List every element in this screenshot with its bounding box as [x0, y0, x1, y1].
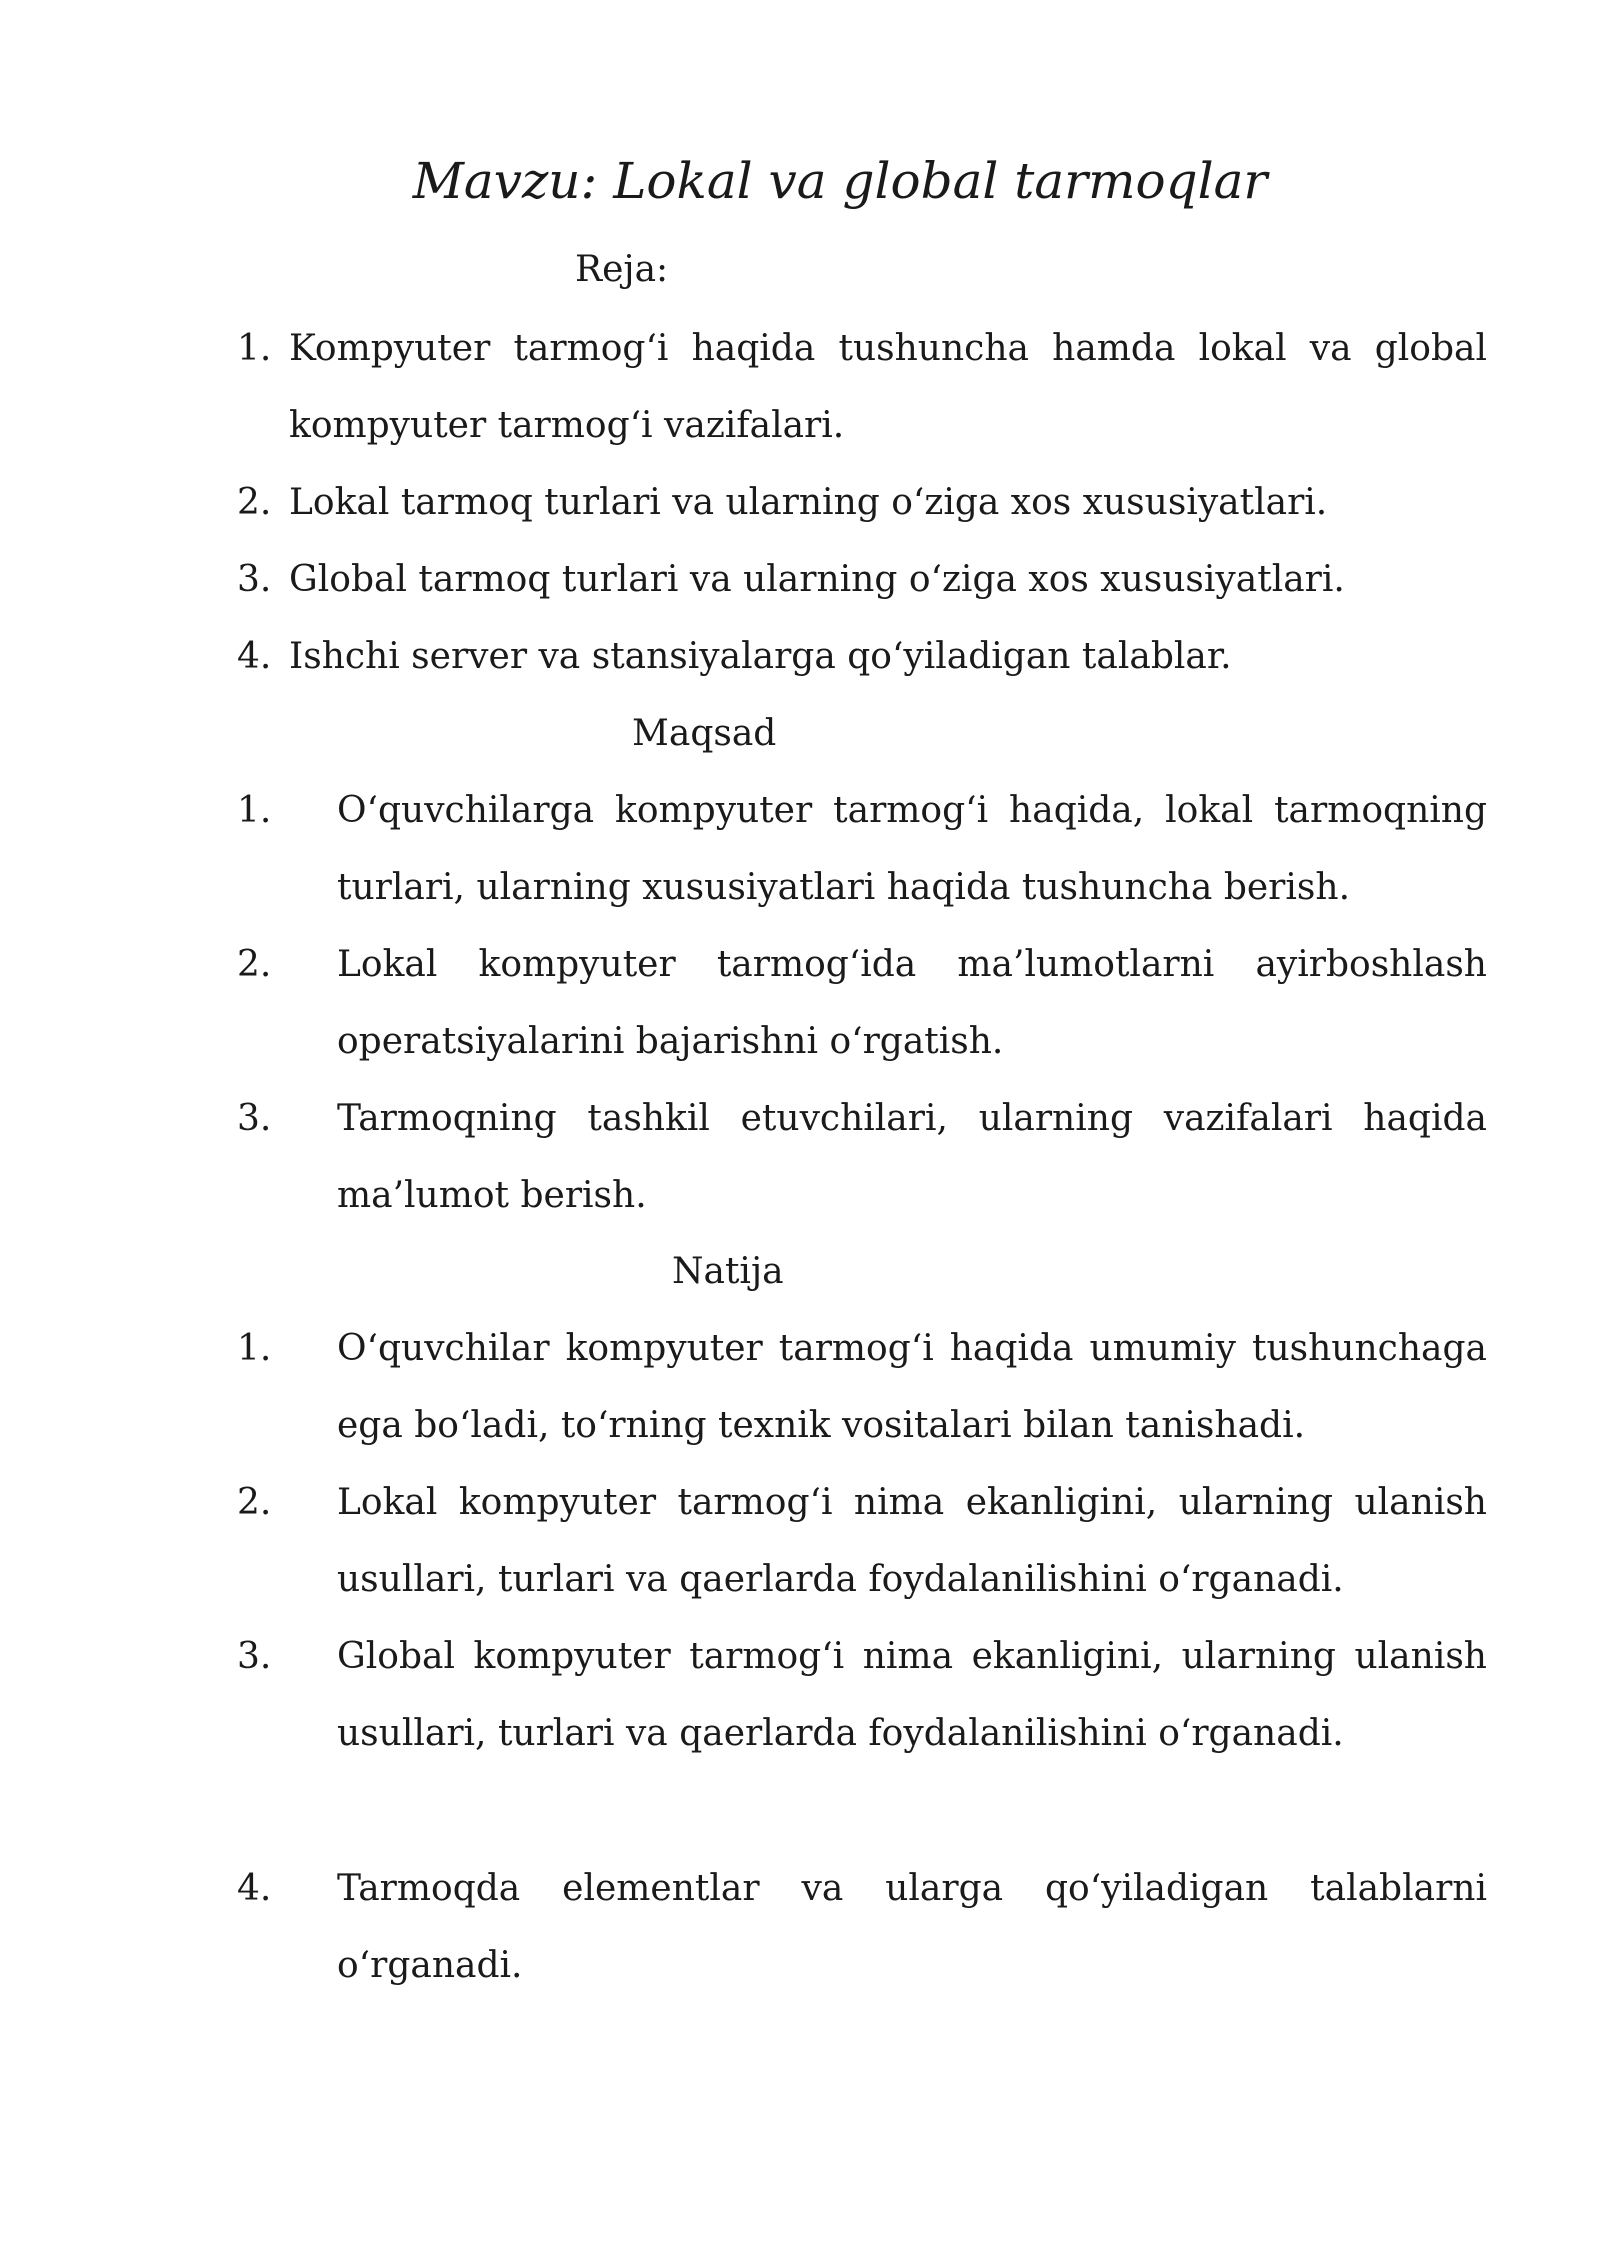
list-item	[0, 1310, 1600, 1464]
list-item-number: 2.	[237, 944, 272, 985]
list-item-text: Global kompyuter tarmog‘i nima ekanligini, ularning ulanish usullari, turlari va qaerlarda foydalanilishini o‘rganadi.	[337, 1636, 1487, 1754]
list-item-text: Tarmoqda elementlar va ularga qo‘yiladigan talablarni o‘rganadi.	[337, 1868, 1487, 1986]
list-item	[0, 1618, 1600, 1772]
list-item-number: 2.	[237, 1482, 272, 1523]
list-item-text: Tarmoqning tashkil etuvchilari, ularning vazifalari haqida ma’lumot berish.	[337, 1098, 1487, 1216]
list-item-text: Global tarmoq turlari va ularning o‘ziga xos xususiyatlari.	[289, 559, 1345, 600]
reja-heading: Reja:	[575, 249, 669, 290]
list-item-number: 1.	[237, 790, 272, 831]
list-item	[0, 926, 1600, 1080]
list-item-number: 1.	[237, 328, 272, 369]
document-title: Mavzu: Lokal va global tarmoqlar	[412, 152, 1268, 210]
maqsad-list	[0, 772, 1600, 1234]
list-item-text: O‘quvchilarga kompyuter tarmog‘i haqida, lokal tarmoqning turlari, ularning xususiyatlari haqida tushuncha berish.	[337, 790, 1487, 908]
maqsad-heading: Maqsad	[632, 713, 777, 754]
list-item-number: 2.	[237, 482, 272, 523]
reja-list	[0, 310, 1600, 695]
list-item-text: Lokal tarmoq turlari va ularning o‘ziga xos xususiyatlari.	[289, 482, 1328, 523]
list-item-text: Kompyuter tarmog‘i haqida tushuncha hamda lokal va global kompyuter tarmog‘i vazifalari.	[289, 328, 1487, 446]
blank-line	[0, 1772, 1600, 1850]
list-item	[0, 1464, 1600, 1618]
list-item	[0, 618, 1600, 695]
list-item	[0, 772, 1600, 926]
list-item-text: Lokal kompyuter tarmog‘ida ma’lumotlarni ayirboshlash operatsiyalarini bajarishni o‘rgatish.	[337, 944, 1487, 1062]
list-item-number: 3.	[237, 1636, 272, 1677]
list-item	[0, 1080, 1600, 1234]
list-item	[0, 1850, 1600, 2004]
list-item-number: 1.	[237, 1328, 272, 1369]
natija-list	[0, 1310, 1600, 2004]
list-item-number: 4.	[237, 1868, 272, 1909]
list-item	[0, 310, 1600, 464]
natija-heading: Natija	[672, 1251, 784, 1292]
list-item-text: Lokal kompyuter tarmog‘i nima ekanligini, ularning ulanish usullari, turlari va qaerlarda foydalanilishini o‘rganadi.	[337, 1482, 1487, 1600]
list-item	[0, 541, 1600, 618]
list-item-number: 3.	[237, 559, 272, 600]
list-item	[0, 464, 1600, 541]
list-item-text: Ishchi server va stansiyalarga qo‘yiladigan talablar.	[289, 636, 1232, 677]
list-item-number: 4.	[237, 636, 272, 677]
list-item-text: O‘quvchilar kompyuter tarmog‘i haqida umumiy tushunchaga ega bo‘ladi, to‘rning texnik vositalari bilan tanishadi.	[337, 1328, 1487, 1446]
list-item-number: 3.	[237, 1098, 272, 1139]
